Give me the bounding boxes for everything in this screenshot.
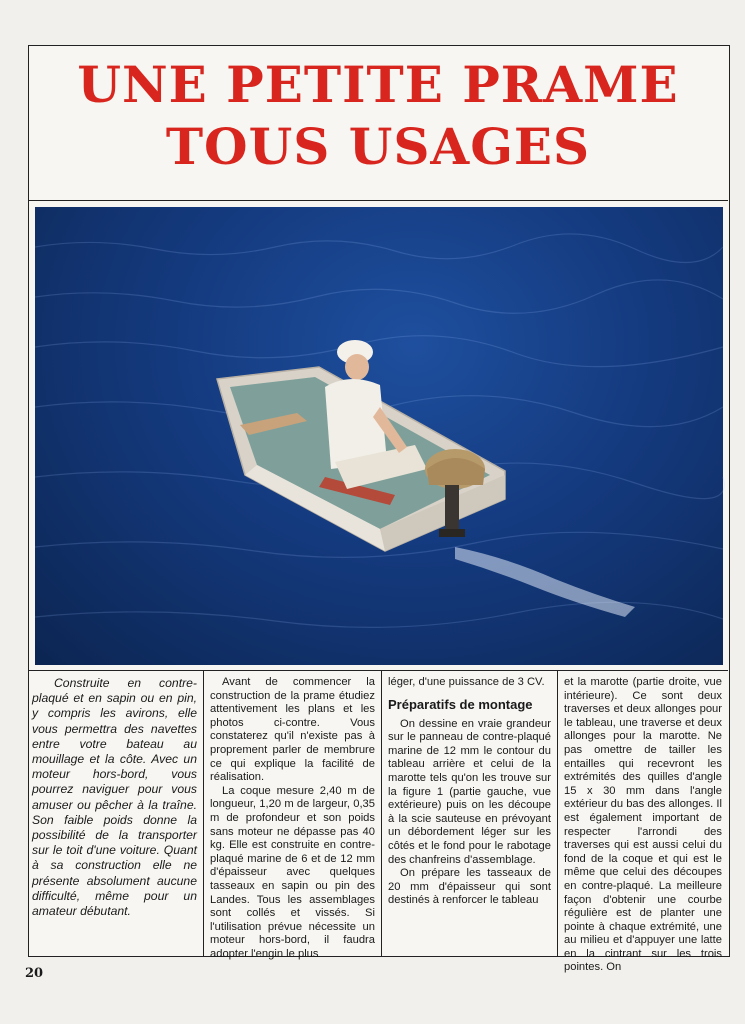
- column-3-lead: léger, d'une puissance de 3 CV.: [388, 676, 545, 688]
- column-3-paragraph-2: On prépare les tasseaux de 20 mm d'épaisseur qui sont destinés à renforcer le tableau: [388, 867, 551, 907]
- article-body: [28, 670, 728, 974]
- page-number: 20: [25, 966, 44, 981]
- column-2-paragraph-2: La coque mesure 2,40 m de longueur, 1,20 m de largeur, 0,35 m de profondeur et son poids sans moteur ne dépasse pas 40 kg. Elle est construite en contre-plaqué marine de 6 et de 12 mm d'épaisseur avec quelques tasseaux en sapin ou pin des Landes. Tous les assemblages sont collés et vissés. Si l'utilisation prévue nécessite un moteur hors-bord, il faudra adopter l'engin le plus: [210, 784, 375, 960]
- article-intro: Construite en contre-plaqué et en sapin ou en pin, y compris les avirons, elle vous permettra des navettes entre votre bateau au mouillage et la côte. Avec un moteur hors-bord, vous pourrez naviguer pour vous amuser ou pêcher à la traîne. Son faible poids donne la possibilité de la transporter sur le toit d'une voiture. Quant à sa construction elle ne présente absolument aucune difficulté, même pour un amateur débutant.: [32, 676, 197, 919]
- article-intro-column: [28, 671, 204, 956]
- article-column-2: [204, 671, 382, 960]
- page-title-line-1: UNE PETITE PRAME: [77, 55, 679, 114]
- article-column-4: [558, 671, 728, 974]
- sailor-figure: [325, 340, 427, 489]
- boat-photo: [35, 207, 723, 665]
- column-4-paragraph-1: et la marotte (partie droite, vue intérieure). Ce sont deux traverses et deux allonges pour le tableau, une traverse et deux allonges pour la marotte. Ne pas omettre de tailler les entailles qui recevront les extrémités des quilles d'angle 15 x 30 mm dans l'angle extérieur du bas des allonges. Il est également important de respecter l'arrondi des traverses qui est aussi celui du fond de la coque et qui est le même que celui des découpes en contre-plaqué. La meilleure façon d'obtenir une courbe régulière est de planter une pointe à chaque extrémité, une au milieu et d'appuyer une latte en la cintrant sur les trois pointes. On: [564, 676, 722, 974]
- page-title-line-2: TOUS USAGES: [165, 117, 591, 176]
- column-3-paragraph-1: On dessine en vraie grandeur sur le panneau de contre-plaqué marine de 12 mm le contour du tableau arrière et celui de la marotte tels qu'on les trouve sur la figure 1 (partie gauche, vue extérieure) puis on les découpe à la scie sauteuse en prévoyant un débordement léger sur les côtés et le fond pour le rabotage des chanfreins d'assemblage.: [388, 717, 551, 866]
- column-2-paragraph-1: Avant de commencer la construction de la prame étudiez attentivement les plans et les photos ci-contre. Vous constaterez qu'il n'existe pas à proprement parler de membrure ce qui explique la facilité de réalisation.: [210, 676, 375, 784]
- section-heading: Préparatifs de montage: [388, 696, 533, 712]
- article-column-3: [382, 671, 558, 956]
- title-box: [28, 45, 728, 201]
